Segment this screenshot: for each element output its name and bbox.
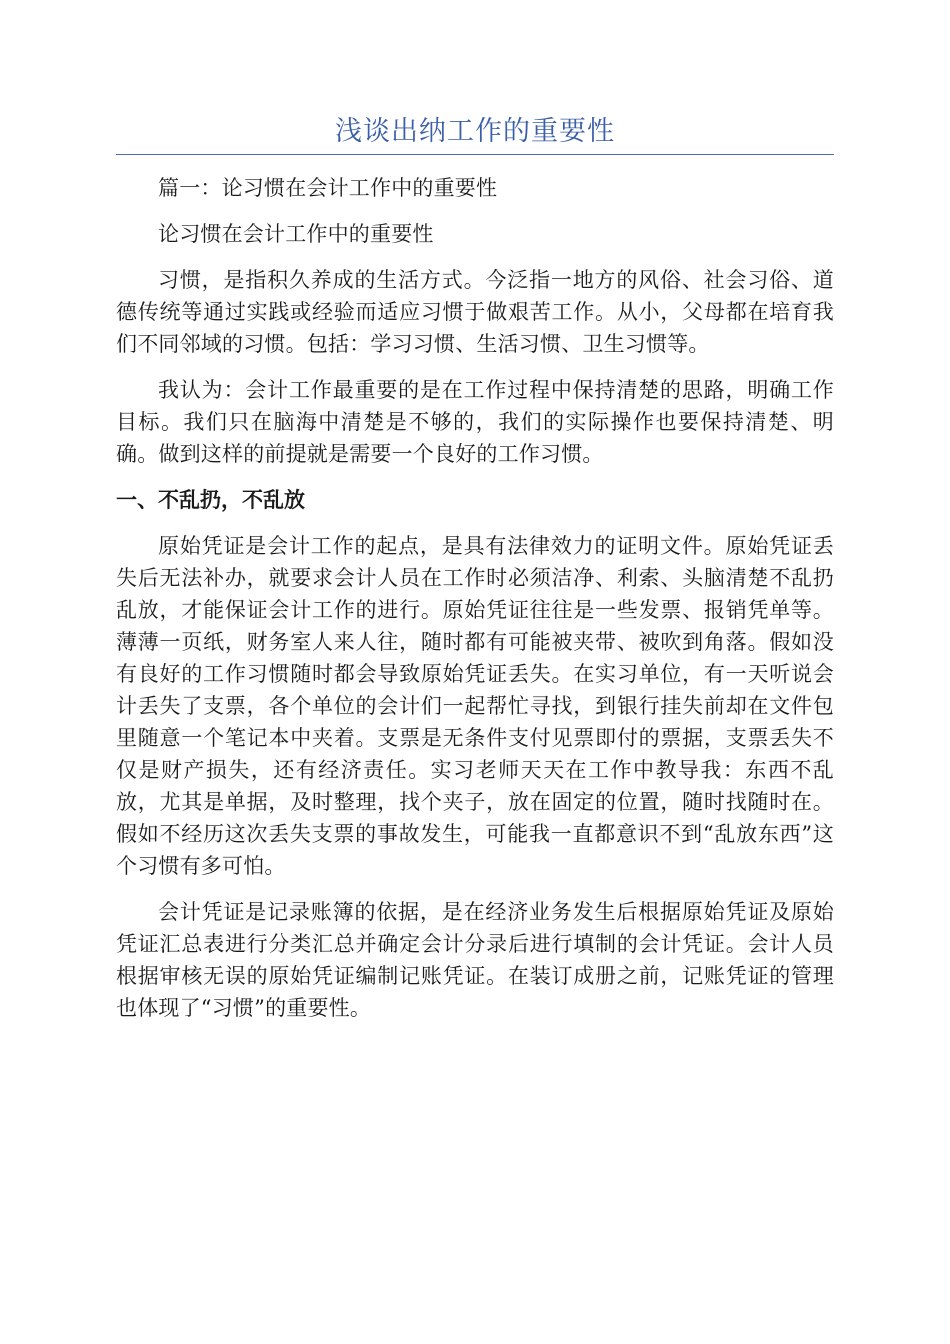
document-body: [116, 172, 834, 1038]
title-underline: [116, 154, 834, 155]
paragraph-heading: 论习惯在会计工作中的重要性: [158, 222, 434, 246]
paragraph: 习惯，是指积久养成的生活方式。今泛指一地方的风俗、社会习俗、道德传统等通过实践或经验而适应习惯于做艰苦工作。从小，父母都在培育我们不同邻域的习惯。包括：学习习惯、生活习惯、卫生习惯等。: [116, 268, 834, 356]
paragraph: 会计凭证是记录账簿的依据，是在经济业务发生后根据原始凭证及原始凭证汇总表进行分类汇总并确定会计分录后进行填制的会计凭证。会计人员根据审核无误的原始凭证编制记账凭证。在装订成册之前，记账凭证的管理也体现了“习惯”的重要性。: [116, 900, 834, 1020]
section-heading: 一、不乱扔，不乱放: [116, 488, 305, 512]
paragraph-subtitle: 篇一：论习惯在会计工作中的重要性: [158, 176, 498, 200]
paragraph: 我认为：会计工作最重要的是在工作过程中保持清楚的思路，明确工作目标。我们只在脑海中清楚是不够的，我们的实际操作也要保持清楚、明确。做到这样的前提就是需要一个良好的工作习惯。: [116, 378, 834, 466]
paragraph: 原始凭证是会计工作的起点，是具有法律效力的证明文件。原始凭证丢失后无法补办，就要求会计人员在工作时必须洁净、利索、头脑清楚不乱扔乱放，才能保证会计工作的进行。原始凭证往往是一些发票、报销凭单等。薄薄一页纸，财务室人来人往，随时都有可能被夹带、被吹到角落。假如没有良好的工作习惯随时都会导致原始凭证丢失。在实习单位，有一天听说会计丢失了支票，各个单位的会计们一起帮忙寻找，到银行挂失前却在文件包里随意一个笔记本中夹着。支票是无条件支付见票即付的票据，支票丢失不仅是财产损失，还有经济责任。实习老师天天在工作中教导我：东西不乱放，尤其是单据，及时整理，找个夹子，放在固定的位置，随时找随时在。假如不经历这次丢失支票的事故发生，可能我一直都意识不到“乱放东西”这个习惯有多可怕。: [116, 534, 834, 878]
document-title: 浅谈出纳工作的重要性: [335, 116, 615, 147]
